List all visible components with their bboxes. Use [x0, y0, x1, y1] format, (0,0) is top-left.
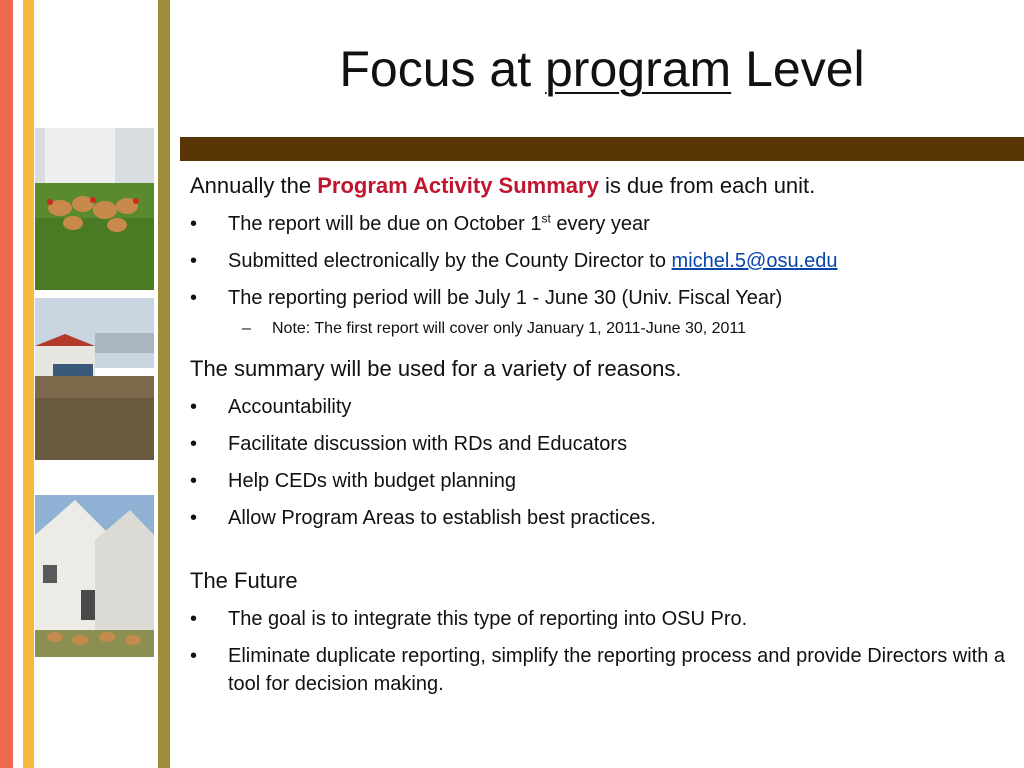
bullet-submitted: • Submitted electronically by the County Director to michel.5@osu.edu [190, 250, 838, 272]
left-stripe-olive [158, 0, 170, 768]
summary-heading: The summary will be used for a variety of reasons. [190, 356, 682, 381]
chickens-photo [35, 128, 154, 290]
program-activity-summary-highlight: Program Activity Summary [317, 173, 599, 198]
bullet-due-date: • The report will be due on October 1st every year [190, 211, 650, 235]
future-heading: The Future [190, 568, 298, 593]
title-underlined-word: program [545, 41, 732, 97]
farm-field-photo [35, 298, 154, 460]
summary-item: • Allow Program Areas to establish best practices. [190, 507, 656, 529]
sub-bullet-note: – Note: The first report will cover only January 1, 2011-June 30, 2011 [242, 320, 747, 337]
bullet-reporting-period: • The reporting period will be July 1 - June 30 (Univ. Fiscal Year) [190, 287, 783, 309]
slide-body [190, 171, 1010, 698]
left-stripe-yellow [23, 0, 34, 768]
title-divider-bar [180, 137, 1024, 161]
summary-item: • Accountability [190, 396, 352, 418]
future-item: • The goal is to integrate this type of reporting into OSU Pro. [190, 608, 748, 630]
barn-photo [35, 495, 154, 657]
email-link[interactable]: michel.5@osu.edu [671, 250, 838, 272]
intro-paragraph: Annually the Program Activity Summary is due from each unit. [190, 173, 816, 198]
left-stripe-red [0, 0, 13, 768]
summary-item: • Help CEDs with budget planning [190, 470, 516, 492]
slide-title: Focus at program Level [339, 41, 865, 97]
summary-item: • Facilitate discussion with RDs and Educators [190, 433, 628, 455]
future-item: • Eliminate duplicate reporting, simplify the reporting process and provide Directors with a tool for decision making. [190, 645, 1006, 695]
